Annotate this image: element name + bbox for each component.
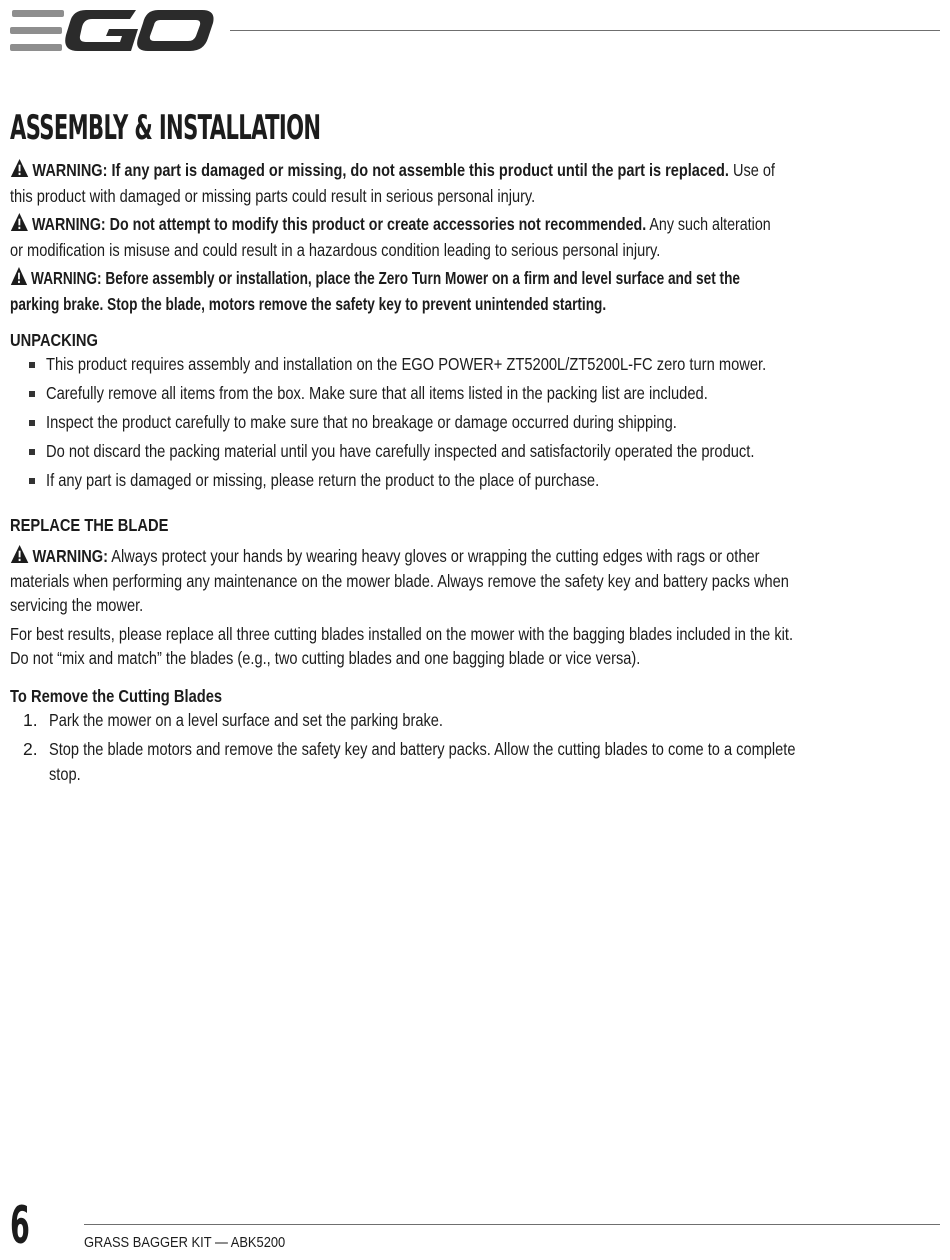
warning-2-line-1 <box>10 212 771 236</box>
paragraph-line-1: For best results, please replace all three cutting blades installed on the mower with the bagging blades included in the kit. <box>10 624 794 644</box>
warning-triangle-icon <box>10 266 28 286</box>
replace-warning-line-1 <box>10 544 759 568</box>
list-item-text: Inspect the product carefully to make sure that no breakage or damage occurred during shipping. <box>46 412 677 432</box>
warning-3-line-1 <box>10 266 740 290</box>
step-text-continued: stop. <box>49 764 81 784</box>
list-item-text: Carefully remove all items from the box. Make sure that all items listed in the packing list are included. <box>46 383 708 403</box>
warning-text: Any such alteration <box>649 214 771 234</box>
page-number: 6 <box>10 1196 30 1256</box>
warning-text: Always protect your hands by wearing heavy gloves or wrapping the cutting edges with rags or other <box>111 546 760 566</box>
warning-1-line-1 <box>10 158 775 182</box>
warning-bold-text: Before assembly or installation, place the Zero Turn Mower on a firm and level surface and set the <box>105 268 741 288</box>
warning-text: Use of <box>732 160 775 180</box>
step-text: Stop the blade motors and remove the safety key and battery packs. Allow the cutting blades to come to a complete <box>49 739 796 759</box>
ego-logo <box>10 8 215 54</box>
step-text: Park the mower on a level surface and set the parking brake. <box>49 710 443 730</box>
bullet-marker <box>29 420 35 426</box>
warning-1-line-2: this product with damaged or missing parts could result in serious personal injury. <box>10 186 536 206</box>
unpacking-heading: UNPACKING <box>10 330 98 350</box>
list-item-text: This product requires assembly and installation on the EGO POWER+ ZT5200L/ZT5200L-FC zero turn mower. <box>46 354 767 374</box>
bullet-marker <box>29 478 35 484</box>
warning-label: WARNING: <box>32 214 106 234</box>
replace-warning-line-3: servicing the mower. <box>10 595 144 615</box>
step-number: 1. <box>23 710 38 730</box>
replace-warning-line-2: materials when performing any maintenance on the mower blade. Always remove the safety key and battery packs when <box>10 571 789 591</box>
step-number: 2. <box>23 739 38 759</box>
warning-triangle-icon <box>10 158 29 178</box>
paragraph-line-2: Do not “mix and match” the blades (e.g., two cutting blades and one bagging blade or vice versa). <box>10 648 641 668</box>
warning-triangle-icon <box>10 544 29 564</box>
list-item-text: Do not discard the packing material until you have carefully inspected and satisfactorily operated the product. <box>46 441 755 461</box>
bullet-marker <box>29 391 35 397</box>
replace-blade-heading: REPLACE THE BLADE <box>10 515 169 535</box>
warning-bold-text: Do not attempt to modify this product or create accessories not recommended. <box>109 214 647 234</box>
footer-text: GRASS BAGGER KIT — ABK5200 <box>84 1234 286 1251</box>
remove-blades-heading: To Remove the Cutting Blades <box>10 686 223 706</box>
page-title: ASSEMBLY & INSTALLATION <box>10 108 321 148</box>
footer-rule <box>84 1224 940 1225</box>
warning-3-line-2: parking brake. Stop the blade, motors remove the safety key to prevent unintended starting. <box>10 294 607 314</box>
warning-triangle-icon <box>10 212 29 232</box>
warning-bold-text: If any part is damaged or missing, do not assemble this product until the part is replaced. <box>111 160 729 180</box>
warning-label: WARNING: <box>31 268 102 288</box>
warning-label: WARNING: <box>32 160 108 180</box>
warning-2-line-2: or modification is misuse and could result in a hazardous condition leading to serious personal injury. <box>10 240 661 260</box>
bullet-marker <box>29 362 35 368</box>
list-item-text: If any part is damaged or missing, please return the product to the place of purchase. <box>46 470 600 490</box>
bullet-marker <box>29 449 35 455</box>
header-rule <box>230 30 940 31</box>
warning-label: WARNING: <box>32 546 109 566</box>
